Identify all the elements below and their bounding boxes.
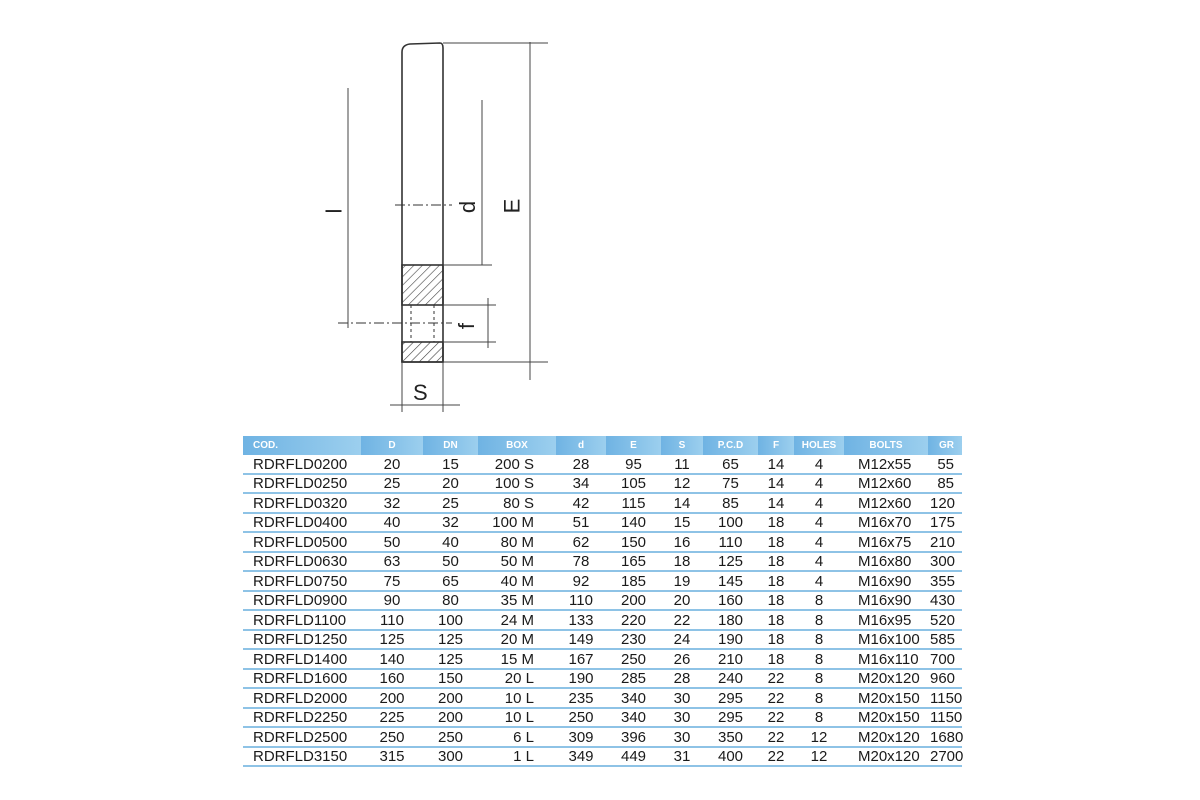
table-cell: 31	[661, 747, 703, 767]
table-cell: 125	[361, 630, 423, 650]
table-cell: M20x120	[844, 669, 928, 689]
table-cell: 167	[556, 649, 606, 669]
table-cell: 12	[794, 727, 844, 747]
table-cell: 190	[556, 669, 606, 689]
column-header: BOX	[478, 436, 556, 455]
table-cell: 63	[361, 552, 423, 572]
table-cell: 235	[556, 688, 606, 708]
column-header: S	[661, 436, 703, 455]
table-cell: RDRFLD0500	[243, 532, 361, 552]
table-cell: 449	[606, 747, 661, 767]
table-cell: 8	[794, 610, 844, 630]
table-cell: RDRFLD1250	[243, 630, 361, 650]
table-cell: 175	[928, 513, 962, 533]
table-cell: 32	[361, 493, 423, 513]
table-cell: 78	[556, 552, 606, 572]
table-cell: 8	[794, 708, 844, 728]
table-cell: 8	[794, 630, 844, 650]
table-cell: 1680	[930, 728, 964, 746]
table-cell: 4	[794, 571, 844, 591]
table-cell: RDRFLD2000	[243, 688, 361, 708]
spec-table	[243, 436, 962, 767]
table-cell: 80	[423, 591, 478, 611]
table-cell: 75	[703, 474, 758, 494]
table-cell: 200	[423, 708, 478, 728]
table-cell: 40 M	[478, 571, 556, 591]
table-cell: 14	[758, 474, 794, 494]
table-cell: 75	[361, 571, 423, 591]
table-cell: 315	[361, 747, 423, 767]
table-row	[243, 513, 962, 533]
table-cell: 250	[423, 727, 478, 747]
table-cell: 30	[661, 727, 703, 747]
table-cell: 22	[758, 727, 794, 747]
table-cell: 110	[703, 532, 758, 552]
table-cell: 22	[661, 610, 703, 630]
table-cell: 585	[928, 630, 962, 650]
hatch-lower	[402, 342, 443, 362]
column-header: BOLTS	[844, 436, 928, 455]
table-cell: 120	[928, 493, 962, 513]
table-cell: 85	[703, 493, 758, 513]
table-row	[243, 532, 962, 552]
column-header: COD.	[243, 436, 361, 455]
table-cell: M16x110	[844, 649, 928, 669]
table-cell: M16x80	[844, 552, 928, 572]
table-cell: 110	[556, 591, 606, 611]
table-cell: 149	[556, 630, 606, 650]
column-header: D	[361, 436, 423, 455]
table-cell: 32	[423, 513, 478, 533]
table-cell: 4	[794, 455, 844, 474]
table-cell: 30	[661, 708, 703, 728]
table-cell: RDRFLD0630	[243, 552, 361, 572]
table-cell: 15	[661, 513, 703, 533]
table-cell: 24 M	[478, 610, 556, 630]
table-cell: 300	[423, 747, 478, 767]
table-row	[243, 688, 962, 708]
table-header-row	[243, 436, 962, 455]
table-cell: 4	[794, 474, 844, 494]
table-cell: 24	[661, 630, 703, 650]
table-row	[243, 630, 962, 650]
table-cell: 2700	[930, 748, 964, 765]
table-cell: 22	[758, 708, 794, 728]
table-cell: 50	[423, 552, 478, 572]
table-cell: 350	[703, 727, 758, 747]
dim-label-l: l	[321, 208, 347, 214]
dim-label-s: S	[413, 380, 428, 405]
table-cell: 4	[794, 532, 844, 552]
table-cell: 18	[758, 591, 794, 611]
table-cell: M12x60	[844, 474, 928, 494]
table-cell: 960	[928, 669, 962, 689]
dim-label-d: d	[455, 200, 481, 214]
flange-outline	[402, 43, 443, 362]
table-cell: 110	[361, 610, 423, 630]
dim-label-e: E	[499, 198, 525, 214]
table-cell: 25	[361, 474, 423, 494]
table-cell: 16	[661, 532, 703, 552]
table-cell: 200	[606, 591, 661, 611]
table-cell: 396	[606, 727, 661, 747]
table-cell: 180	[703, 610, 758, 630]
table-cell: 80 M	[478, 532, 556, 552]
table-row	[243, 493, 962, 513]
table-cell: 22	[758, 688, 794, 708]
table-cell: 220	[606, 610, 661, 630]
table-cell: 520	[928, 610, 962, 630]
table-cell: 100	[703, 513, 758, 533]
table-cell: RDRFLD0900	[243, 591, 361, 611]
table-cell: 20	[361, 455, 423, 474]
table-row	[243, 708, 962, 728]
table-cell: RDRFLD0400	[243, 513, 361, 533]
table-cell: 92	[556, 571, 606, 591]
table-cell: 18	[758, 571, 794, 591]
table-cell: RDRFLD0750	[243, 571, 361, 591]
table-cell: 10 L	[478, 708, 556, 728]
table-cell: 28	[661, 669, 703, 689]
table-cell: 160	[703, 591, 758, 611]
table-cell: 160	[361, 669, 423, 689]
table-cell: 190	[703, 630, 758, 650]
table-cell: 51	[556, 513, 606, 533]
table-cell: 6 L	[478, 727, 556, 747]
table-cell: 12	[661, 474, 703, 494]
table-cell: 20	[661, 591, 703, 611]
table-cell: 18	[758, 532, 794, 552]
table-cell: 65	[423, 571, 478, 591]
table-cell: M20x150	[844, 708, 928, 728]
table-cell: 85	[928, 474, 962, 494]
table-cell: 18	[661, 552, 703, 572]
table-cell: 340	[606, 708, 661, 728]
table-cell: 14	[758, 455, 794, 474]
table-cell: 145	[703, 571, 758, 591]
table-row	[243, 455, 962, 474]
column-header: P.C.D	[703, 436, 758, 455]
table-row	[243, 747, 962, 767]
table-cell: 20	[423, 474, 478, 494]
table-cell: 95	[606, 455, 661, 474]
table-cell: 18	[758, 552, 794, 572]
table-cell: 8	[794, 649, 844, 669]
table-cell: RDRFLD2250	[243, 708, 361, 728]
table-cell: 210	[928, 532, 962, 552]
table-cell: M16x90	[844, 591, 928, 611]
table-cell: 1150	[930, 709, 963, 726]
table-cell: 100 S	[478, 474, 556, 494]
table-cell: 15 M	[478, 649, 556, 669]
table-cell: 18	[758, 513, 794, 533]
table-cell: 700	[928, 649, 962, 669]
table-cell: 105	[606, 474, 661, 494]
table-row	[243, 474, 962, 494]
table-cell: 14	[661, 493, 703, 513]
table-cell: 250	[361, 727, 423, 747]
table-cell: 25	[423, 493, 478, 513]
table-cell: 20 L	[478, 669, 556, 689]
table-cell: 10 L	[478, 688, 556, 708]
table-cell: 18	[758, 630, 794, 650]
table-cell: 40	[361, 513, 423, 533]
table-cell: 50	[361, 532, 423, 552]
table-body	[243, 455, 962, 766]
table-cell: 40	[423, 532, 478, 552]
table-row	[243, 727, 962, 747]
table-cell: 295	[703, 708, 758, 728]
table-cell: 1150	[930, 689, 963, 707]
table-cell: 430	[928, 591, 962, 611]
table-cell: 400	[703, 747, 758, 767]
table-cell: M20x120	[844, 727, 928, 747]
table-cell: 18	[758, 649, 794, 669]
table-cell: 349	[556, 747, 606, 767]
table-cell: 100	[423, 610, 478, 630]
table-cell: RDRFLD0200	[243, 455, 361, 474]
table-cell: 225	[361, 708, 423, 728]
table-cell: 285	[606, 669, 661, 689]
table-cell: 30	[661, 688, 703, 708]
table-cell: 26	[661, 649, 703, 669]
table-cell: 8	[794, 688, 844, 708]
table-cell: M16x95	[844, 610, 928, 630]
table-cell: 8	[794, 591, 844, 611]
table-cell: 34	[556, 474, 606, 494]
table-cell: 125	[703, 552, 758, 572]
table-cell: 100 M	[478, 513, 556, 533]
table-cell: RDRFLD1600	[243, 669, 361, 689]
table-cell: 14	[758, 493, 794, 513]
table-cell: 62	[556, 532, 606, 552]
table-cell: M12x60	[844, 493, 928, 513]
column-header: HOLES	[794, 436, 844, 455]
table-cell: 133	[556, 610, 606, 630]
table-cell: 309	[556, 727, 606, 747]
table-row	[243, 669, 962, 689]
table-cell: 150	[606, 532, 661, 552]
table-cell: 55	[928, 455, 962, 474]
table-row	[243, 610, 962, 630]
dim-label-f: f	[454, 322, 480, 330]
table-cell: 185	[606, 571, 661, 591]
table-cell: 355	[928, 571, 962, 591]
table-cell: RDRFLD1400	[243, 649, 361, 669]
table-cell: 4	[794, 493, 844, 513]
table-cell: RDRFLD3150	[243, 747, 361, 767]
table-cell: 250	[606, 649, 661, 669]
table-cell: 340	[606, 688, 661, 708]
table-row	[243, 591, 962, 611]
table-cell: 22	[758, 669, 794, 689]
table-cell: 210	[703, 649, 758, 669]
column-header: DN	[423, 436, 478, 455]
table-cell: 115	[606, 493, 661, 513]
table-cell: 200	[361, 688, 423, 708]
table-cell: RDRFLD2500	[243, 727, 361, 747]
table-cell: 4	[794, 513, 844, 533]
table-cell: M16x75	[844, 532, 928, 552]
table-cell: RDRFLD0320	[243, 493, 361, 513]
table-cell: 125	[423, 630, 478, 650]
table-cell: 65	[703, 455, 758, 474]
table-cell: 12	[794, 747, 844, 767]
table-cell: RDRFLD0250	[243, 474, 361, 494]
table-cell: 140	[361, 649, 423, 669]
table-cell: 200	[423, 688, 478, 708]
table-cell: 20 M	[478, 630, 556, 650]
table-cell: 11	[661, 455, 703, 474]
table-cell: 28	[556, 455, 606, 474]
table-cell: 50 M	[478, 552, 556, 572]
table-cell: 200 S	[478, 455, 556, 474]
table-cell: M12x55	[844, 455, 928, 474]
table-row	[243, 552, 962, 572]
table-cell: 250	[556, 708, 606, 728]
table-row	[243, 571, 962, 591]
table-cell: 150	[423, 669, 478, 689]
table-row	[243, 649, 962, 669]
table-cell: 300	[928, 552, 962, 572]
table-cell: 230	[606, 630, 661, 650]
table-cell: 240	[703, 669, 758, 689]
table-cell: M20x150	[844, 688, 928, 708]
column-header: E	[606, 436, 661, 455]
table-cell: M16x100	[844, 630, 928, 650]
table-cell: 90	[361, 591, 423, 611]
column-header: GR	[928, 436, 962, 455]
table-cell: RDRFLD1100	[243, 610, 361, 630]
table-cell: 19	[661, 571, 703, 591]
column-header: F	[758, 436, 794, 455]
table-cell: 165	[606, 552, 661, 572]
table-cell: 80 S	[478, 493, 556, 513]
table-cell: 8	[794, 669, 844, 689]
table-cell: 18	[758, 610, 794, 630]
table-cell: 295	[703, 688, 758, 708]
table-cell: M16x70	[844, 513, 928, 533]
table-cell: 140	[606, 513, 661, 533]
table-cell: 125	[423, 649, 478, 669]
table-cell: 35 M	[478, 591, 556, 611]
hatch-upper	[402, 265, 443, 305]
table-cell: 15	[423, 455, 478, 474]
table-cell: M16x90	[844, 571, 928, 591]
table-cell: 1 L	[478, 747, 556, 767]
table-cell: 42	[556, 493, 606, 513]
table-cell: 4	[794, 552, 844, 572]
column-header: d	[556, 436, 606, 455]
table-cell: M20x120	[844, 747, 928, 767]
table-cell: 22	[758, 747, 794, 767]
